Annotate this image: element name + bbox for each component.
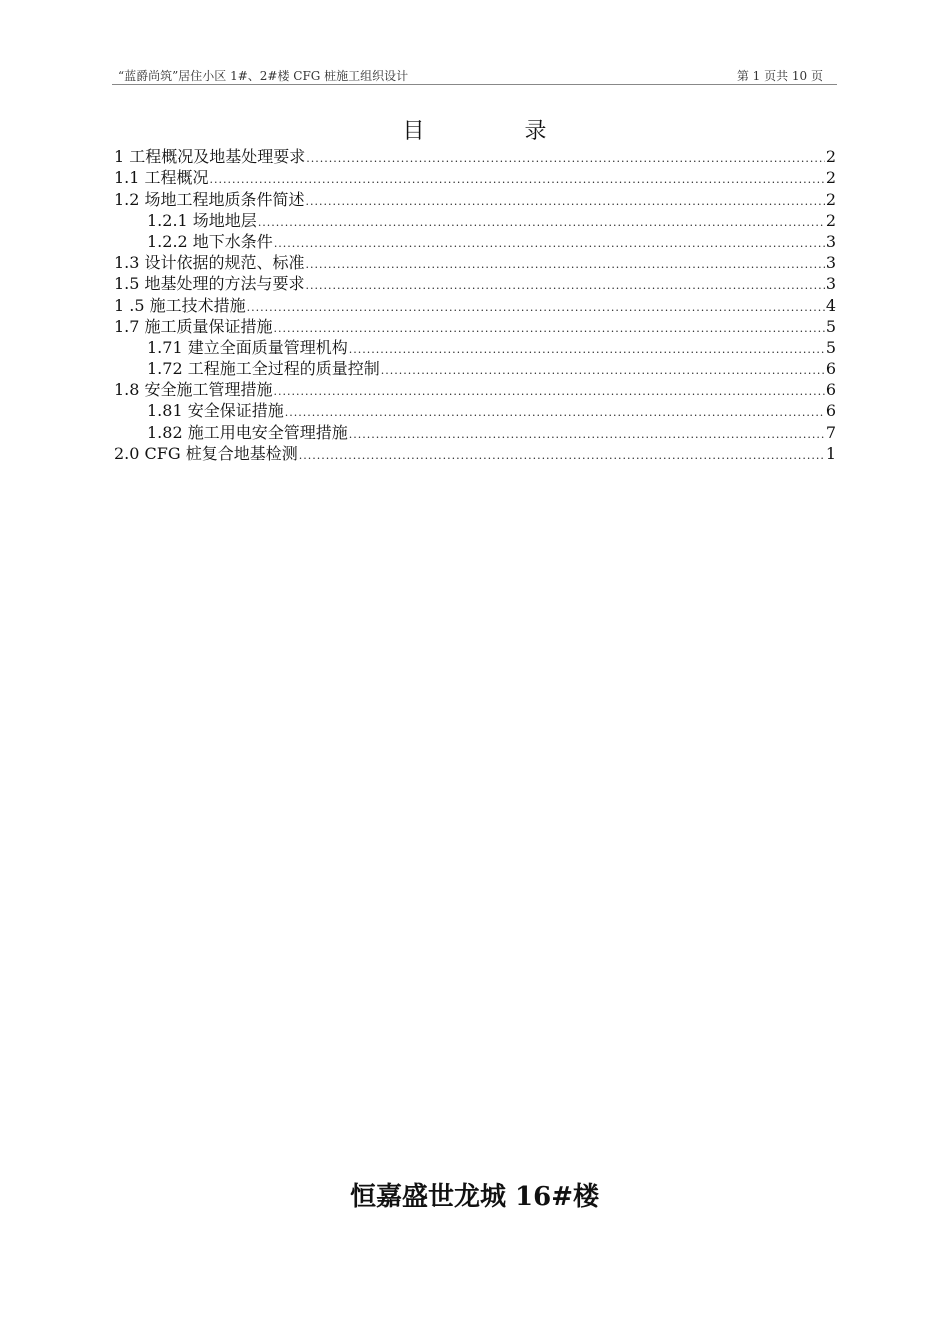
- toc-dot-leader: [299, 443, 825, 464]
- toc-dot-leader: [306, 146, 825, 167]
- toc-dot-leader: [210, 167, 825, 188]
- toc-title-right: 录: [524, 119, 547, 144]
- toc-entry-label: 1.1 工程概况: [114, 168, 209, 188]
- toc-entry[interactable]: [114, 379, 836, 400]
- toc-entry-label: 1.82 施工用电安全管理措施: [147, 422, 348, 442]
- toc-entry-page: 6: [825, 380, 836, 400]
- page-header: [112, 64, 837, 85]
- toc-entry[interactable]: [114, 316, 836, 337]
- header-page-info: 第 1 页共 10 页: [736, 69, 823, 83]
- toc-entry[interactable]: [114, 188, 836, 209]
- toc-entry-page: 5: [825, 316, 836, 336]
- toc-entry-label: 1.7 施工质量保证措施: [114, 316, 273, 336]
- toc-entry[interactable]: [114, 210, 836, 231]
- toc-entry[interactable]: [114, 443, 836, 464]
- toc-entry-label: 1 .5 施工技术措施: [114, 295, 246, 315]
- toc-entry[interactable]: [114, 252, 836, 273]
- toc-entry[interactable]: [114, 358, 836, 379]
- toc-dot-leader: [306, 273, 825, 294]
- toc-entry-page: 3: [825, 274, 836, 294]
- toc-entry[interactable]: [114, 146, 836, 167]
- toc-entry-page: 2: [825, 189, 836, 209]
- toc-entry-page: 7: [825, 422, 836, 442]
- toc-dot-leader: [274, 231, 825, 252]
- table-of-contents: [114, 146, 836, 464]
- toc-entry[interactable]: [114, 421, 836, 442]
- toc-dot-leader: [306, 189, 825, 210]
- toc-entry-page: 6: [825, 401, 836, 421]
- toc-entry[interactable]: [114, 167, 836, 188]
- toc-entry[interactable]: [114, 273, 836, 294]
- toc-entry-label: 1.2.1 场地地层: [147, 210, 257, 230]
- toc-entry[interactable]: [114, 231, 836, 252]
- toc-entry-page: 2: [825, 147, 836, 167]
- toc-entry-page: 3: [825, 231, 836, 251]
- toc-dot-leader: [381, 358, 825, 379]
- toc-title: [112, 114, 837, 145]
- toc-entry-label: 1.71 建立全面质量管理机构: [147, 337, 348, 357]
- toc-entry-page: 6: [825, 359, 836, 379]
- toc-entry-label: 1.3 设计依据的规范、标准: [114, 253, 305, 273]
- toc-dot-leader: [285, 400, 825, 421]
- toc-dot-leader: [349, 422, 825, 443]
- toc-entry-page: 2: [825, 210, 836, 230]
- toc-entry-page: 2: [825, 168, 836, 188]
- toc-entry-label: 1.81 安全保证措施: [147, 401, 284, 421]
- toc-entry-label: 1.72 工程施工全过程的质量控制: [147, 359, 380, 379]
- toc-entry-label: 1 工程概况及地基处理要求: [114, 147, 306, 167]
- toc-dot-leader: [258, 210, 825, 231]
- toc-dot-leader: [274, 379, 825, 400]
- toc-entry-label: 2.0 CFG 桩复合地基检测: [114, 443, 298, 463]
- toc-entry-label: 1.2 场地工程地质条件简述: [114, 189, 305, 209]
- toc-entry-page: 4: [825, 295, 836, 315]
- toc-entry-page: 1: [825, 443, 836, 463]
- toc-entry-page: 3: [825, 253, 836, 273]
- toc-dot-leader: [274, 316, 825, 337]
- header-title: “蓝爵尚筑”居住小区 1#、2#楼 CFG 桩施工组织设计: [118, 69, 409, 83]
- toc-dot-leader: [306, 252, 825, 273]
- toc-entry-label: 1.8 安全施工管理措施: [114, 380, 273, 400]
- toc-entry-page: 5: [825, 337, 836, 357]
- toc-entry[interactable]: [114, 294, 836, 315]
- toc-entry[interactable]: [114, 400, 836, 421]
- toc-entry-label: 1.2.2 地下水条件: [147, 231, 273, 251]
- toc-entry-label: 1.5 地基处理的方法与要求: [114, 274, 305, 294]
- toc-title-left: 目: [402, 119, 425, 144]
- toc-dot-leader: [349, 337, 825, 358]
- project-name: 恒嘉盛世龙城 16#楼: [349, 1182, 600, 1212]
- toc-entry[interactable]: [114, 337, 836, 358]
- toc-dot-leader: [247, 295, 825, 316]
